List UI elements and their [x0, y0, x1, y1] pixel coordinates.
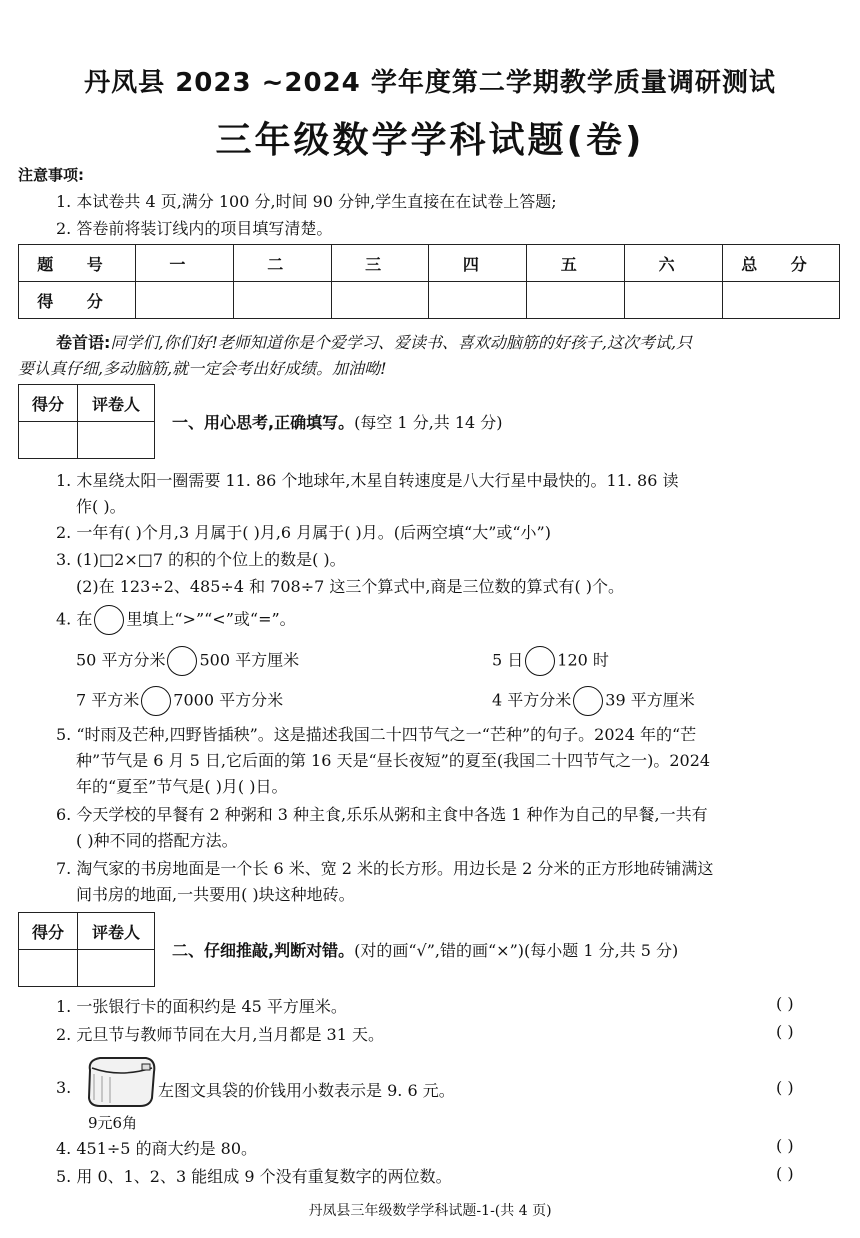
notice-item-2: 2. 答卷前将装订线内的项目填写清楚。	[56, 219, 333, 238]
q4-pre: 4. 在	[56, 609, 93, 629]
q5-line-3: 年的“夏至”节气是( )月( )日。	[76, 777, 288, 796]
section1-heading	[172, 410, 503, 433]
compare-item-3	[76, 686, 283, 716]
q3-part-2: (2)在 123÷2、485÷4 和 708÷7 这三个算式中,商是三位数的算式有( )个。	[76, 577, 625, 596]
grader-box-2	[18, 912, 155, 987]
score-cell[interactable]	[233, 282, 331, 319]
compare-item-4	[492, 686, 695, 716]
compare-circle-icon	[94, 605, 124, 635]
notice-label: 注意事项:	[18, 166, 84, 184]
q2: 2. 一年有( )个月,3 月属于( )月,6 月属于( )月。(后两空填“大”或“小”)	[56, 523, 551, 542]
judge-item-5: 5. 用 0、1、2、3 能组成 9 个没有重复数字的两位数。	[56, 1167, 452, 1186]
judge-answer-3[interactable]: ( )	[776, 1078, 794, 1097]
notice-item-1: 1. 本试卷共 4 页,满分 100 分,时间 90 分钟,学生直接在在试卷上答题;	[56, 192, 557, 211]
score-header-1: 一	[136, 245, 234, 282]
q7-line-1: 7. 淘气家的书房地面是一个长 6 米、宽 2 米的长方形。用边长是 2 分米的正方形地砖铺满这	[56, 859, 714, 878]
exam-header-title: 丹凤县 2023 ~2024 学年度第二学期教学质量调研测试	[84, 68, 776, 98]
section1-note: (每空 1 分,共 14 分)	[354, 413, 503, 432]
q1-line-2: 作( )。	[76, 497, 126, 516]
judge-item-3-number: 3.	[56, 1078, 72, 1097]
grader-score-label: 得分	[19, 913, 78, 950]
grader-score-label: 得分	[19, 385, 78, 422]
score-cell[interactable]	[625, 282, 723, 319]
judge-answer-5[interactable]: ( )	[776, 1164, 794, 1183]
score-row-label: 得 分	[19, 282, 136, 319]
score-header-2: 二	[233, 245, 331, 282]
grader-label: 评卷人	[78, 913, 155, 950]
score-cell[interactable]	[527, 282, 625, 319]
preface-label: 卷首语:	[56, 333, 111, 352]
q7-line-2: 间书房的地面,一共要用( )块这种地砖。	[76, 885, 355, 904]
compare-left: 5 日	[492, 650, 524, 670]
q4-instruction	[56, 605, 296, 635]
compare-left: 7 平方米	[76, 690, 140, 710]
page-footer: 丹凤县三年级数学学科试题-1-(共 4 页)	[308, 1203, 552, 1219]
compare-right: 500 平方厘米	[199, 650, 300, 670]
judge-answer-1[interactable]: ( )	[776, 994, 794, 1013]
preface	[56, 330, 692, 353]
exam-subtitle: 三年级数学学科试题(卷)	[215, 120, 645, 161]
q5-line-2: 种”节气是 6 月 5 日,它后面的第 16 天是“昼长夜短”的夏至(我国二十四节气之一)。2024	[76, 751, 711, 770]
compare-item-1	[76, 646, 299, 676]
judge-item-2: 2. 元旦节与教师节同在大月,当月都是 31 天。	[56, 1025, 384, 1044]
q5-line-1: 5. “时雨及芒种,四野皆插秧”。这是描述我国二十四节气之一“芒种”的句子。2024 年的“芒	[56, 725, 697, 744]
score-table	[18, 244, 840, 319]
score-cell[interactable]	[429, 282, 527, 319]
answer-circle[interactable]	[167, 646, 197, 676]
grader-name-cell[interactable]	[78, 422, 155, 459]
preface-line-1: 同学们,你们好!老师知道你是个爱学习、爱读书、喜欢动脑筋的好孩子,这次考试,只	[110, 333, 693, 352]
preface-line-2: 要认真仔细,多动脑筋,就一定会考出好成绩。加油呦!	[18, 359, 387, 378]
pencil-bag-icon	[80, 1052, 160, 1116]
answer-circle[interactable]	[141, 686, 171, 716]
score-cell[interactable]	[331, 282, 429, 319]
q1-line-1: 1. 木星绕太阳一圈需要 11. 86 个地球年,木星自转速度是八大行星中最快的。11. 86 读	[56, 471, 679, 490]
q3-part-1: 3. (1)□2×□7 的积的个位上的数是( )。	[56, 550, 346, 569]
grader-label: 评卷人	[78, 385, 155, 422]
q4-post: 里填上“>”“<”或“=”。	[126, 609, 296, 629]
section2-note: (对的画“√”,错的画“×”)(每小题 1 分,共 5 分)	[354, 941, 679, 960]
q6-line-1: 6. 今天学校的早餐有 2 种粥和 3 种主食,乐乐从粥和主食中各选 1 种作为自己的早餐,一共有	[56, 805, 708, 824]
section2-heading	[172, 938, 678, 961]
compare-item-2	[492, 646, 609, 676]
compare-right: 39 平方厘米	[605, 690, 695, 710]
judge-item-3: 左图文具袋的价钱用小数表示是 9. 6 元。	[158, 1081, 455, 1100]
answer-circle[interactable]	[525, 646, 555, 676]
score-cell[interactable]	[136, 282, 234, 319]
q6-line-2: ( )种不同的搭配方法。	[76, 831, 238, 850]
score-header-3: 三	[331, 245, 429, 282]
score-cell[interactable]	[723, 282, 840, 319]
judge-answer-4[interactable]: ( )	[776, 1136, 794, 1155]
judge-item-4: 4. 451÷5 的商大约是 80。	[56, 1139, 258, 1158]
grader-box-1	[18, 384, 155, 459]
compare-left: 4 平方分米	[492, 690, 572, 710]
score-header-4: 四	[429, 245, 527, 282]
section2-title: 二、仔细推敲,判断对错。	[172, 941, 355, 960]
grader-score-cell[interactable]	[19, 950, 78, 987]
judge-answer-2[interactable]: ( )	[776, 1022, 794, 1041]
score-header-5: 五	[527, 245, 625, 282]
answer-circle[interactable]	[573, 686, 603, 716]
score-header-label: 题 号	[19, 245, 136, 282]
judge-item-1: 1. 一张银行卡的面积约是 45 平方厘米。	[56, 997, 347, 1016]
compare-left: 50 平方分米	[76, 650, 166, 670]
compare-right: 7000 平方分米	[173, 690, 284, 710]
score-header-total: 总 分	[723, 245, 840, 282]
compare-right: 120 时	[557, 650, 609, 670]
grader-score-cell[interactable]	[19, 422, 78, 459]
score-header-6: 六	[625, 245, 723, 282]
bag-price-label: 9元6角	[88, 1114, 138, 1132]
section1-title: 一、用心思考,正确填写。	[172, 413, 355, 432]
grader-name-cell[interactable]	[78, 950, 155, 987]
